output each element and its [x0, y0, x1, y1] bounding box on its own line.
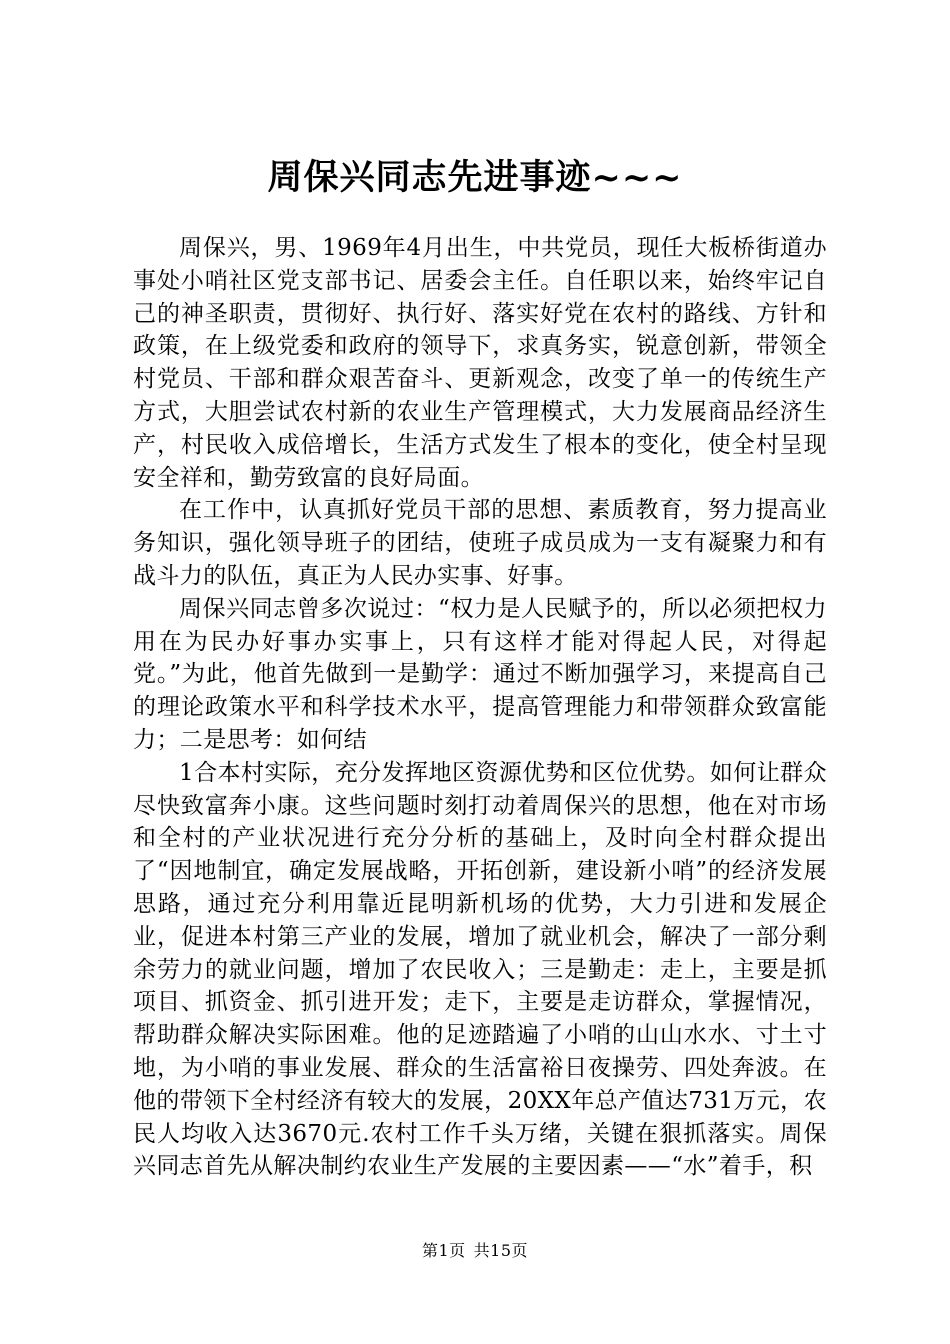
- body-paragraph: 在工作中，认真抓好党员干部的思想、素质教育，努力提高业务知识，强化领导班子的团结，使班子成员成为一支有凝聚力和有战斗力的队伍，真正为人民办实事、好事。: [133, 497, 827, 589]
- page-total: 共15页: [473, 1241, 529, 1260]
- document-title: 周保兴同志先进事迹~~~: [267, 157, 683, 198]
- page-footer: [0, 1240, 950, 1262]
- body-paragraph: 周保兴，男、1969年4月出生，中共党员，现任大板桥街道办事处小哨社区党支部书记、居委会主任。自任职以来，始终牢记自己的神圣职责，贯彻好、执行好、落实好党在农村的路线、方针和政策，在上级党委和政府的领导下，求真务实，锐意创新，带领全村党员、干部和群众艰苦奋斗、更新观念，改变了单一的传统生产方式，大胆尝试农村新的农业生产管理模式，大力发展商品经济生产，村民收入成倍增长，生活方式发生了根本的变化，使全村呈现安全祥和，勤劳致富的良好局面。: [133, 235, 827, 491]
- document-body: [133, 232, 827, 1183]
- page-number: 第1页: [421, 1241, 466, 1260]
- body-paragraph: 1合本村实际，充分发挥地区资源优势和区位优势。如何让群众尽快致富奔小康。这些问题时刻打动着周保兴的思想，他在对市场和全村的产业状况进行充分分析的基础上，及时向全村群众提出了“因地制宜，确定发展战略，开拓创新，建设新小哨”的经济发展思路，通过充分利用靠近昆明新机场的优势，大力引进和发展企业，促进本村第三产业的发展，增加了就业机会，解决了一部分剩余劳力的就业问题，增加了农民收入；三是勤走：走上，主要是抓项目、抓资金、抓引进开发；走下，主要是走访群众，掌握情况，帮助群众解决实际困难。他的足迹踏遍了小哨的山山水水、寸土寸地，为小哨的事业发展、群众的生活富裕日夜操劳、四处奔波。在他的带领下全村经济有较大的发展，20XX年总产值达731万元，农民人均收入达3670元.农村工作千头万绪，关键在狠抓落实。周保兴同志首先从解决制约农业生产发展的主要因素——“水”着手，积: [133, 759, 827, 1180]
- body-paragraph: 周保兴同志曾多次说过：“权力是人民赋予的，所以必须把权力用在为民办好事办实事上，只有这样才能对得起人民，对得起党。”为此，他首先做到一是勤学：通过不断加强学习，来提高自己的理论政策水平和科学技术水平，提高管理能力和带领群众致富能力；二是思考：如何结: [133, 595, 827, 753]
